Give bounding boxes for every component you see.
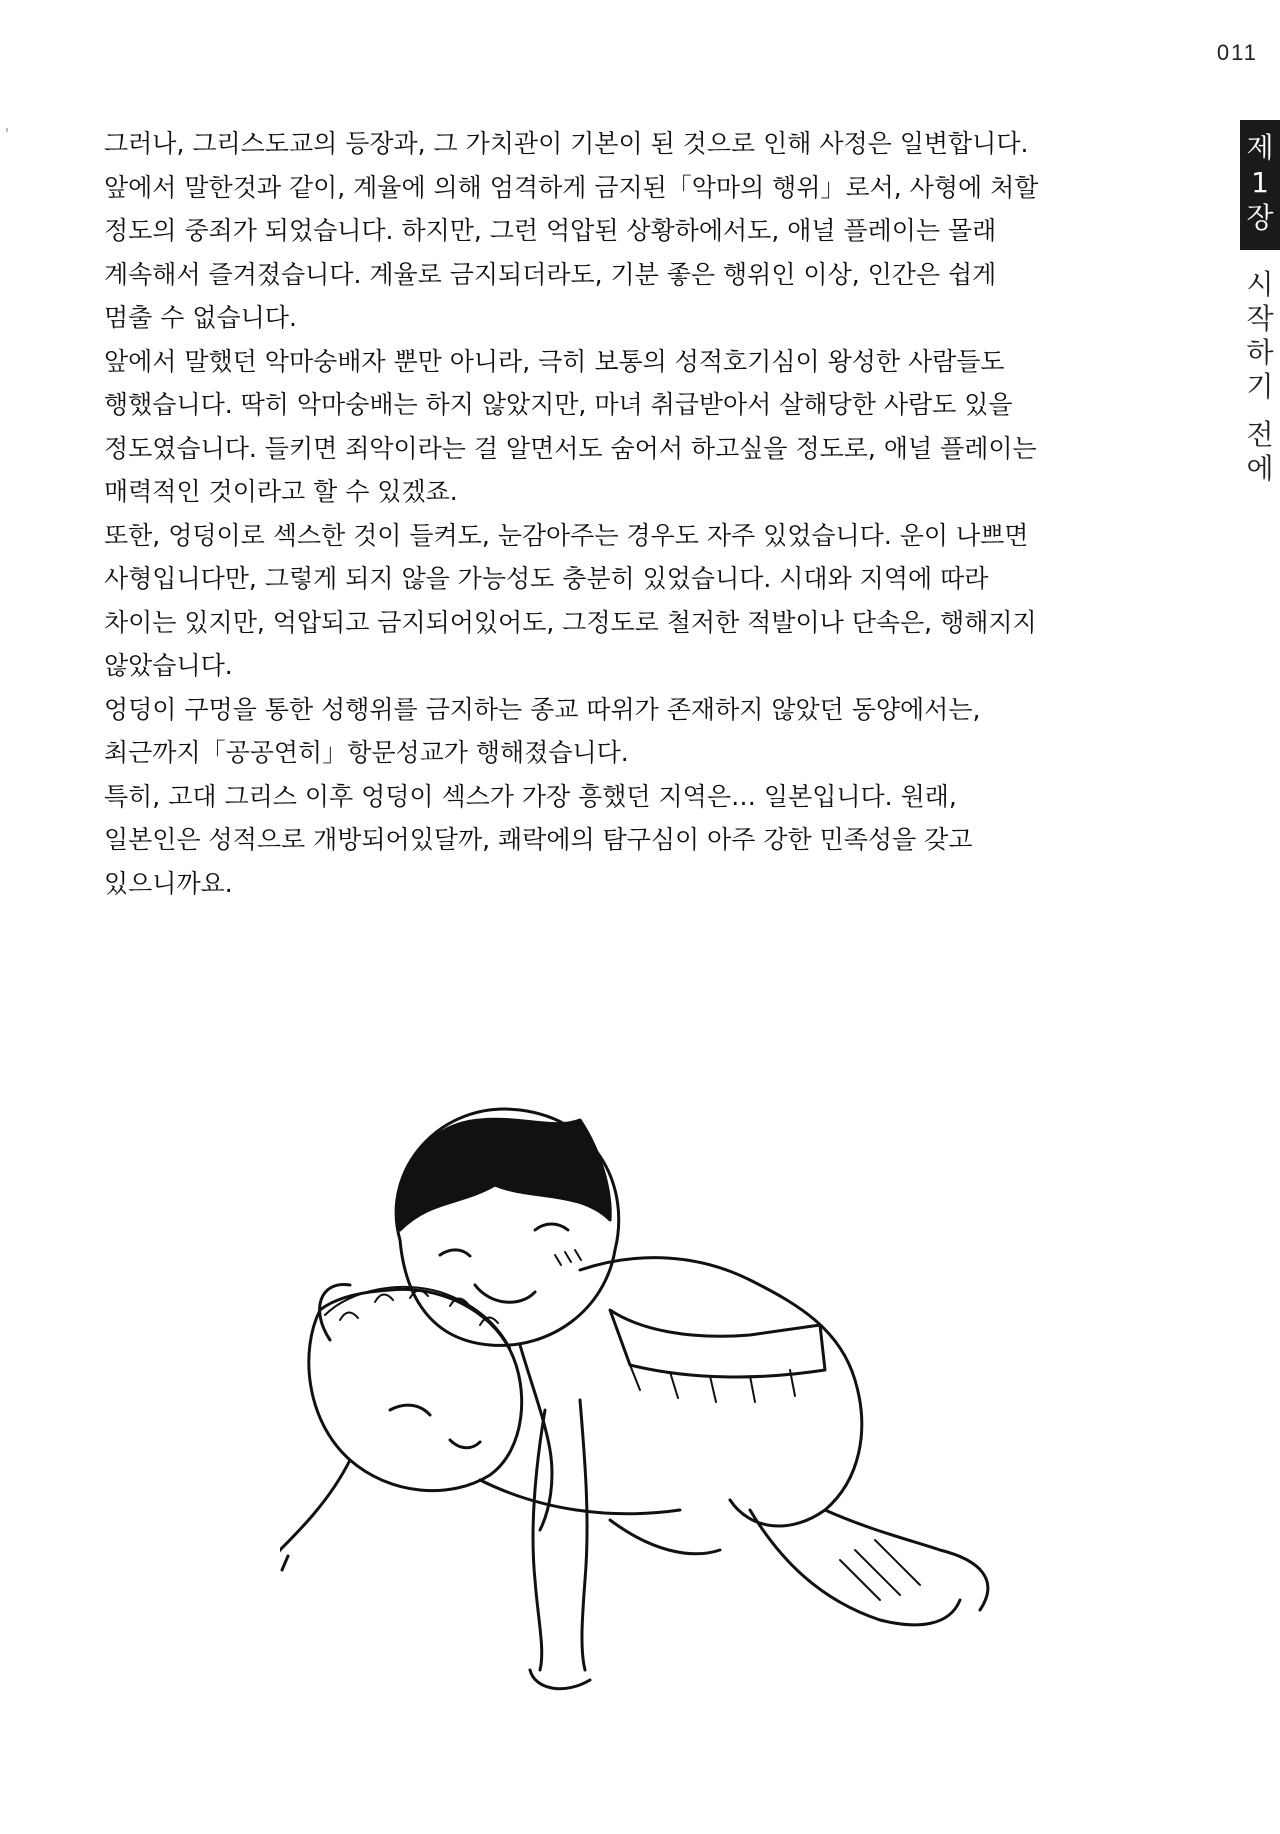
text-line: 않았습니다.	[104, 651, 233, 680]
upper-figure	[396, 1109, 988, 1689]
chapter-title-char: 시	[1246, 268, 1274, 301]
text-line: 계속해서 즐겨졌습니다. 계율로 금지되더라도, 기분 좋은 행위인 이상, 인간은 쉽게	[104, 259, 997, 289]
chapter-tab-char: 제	[1246, 131, 1274, 164]
chapter-title	[1242, 268, 1278, 486]
text-line: 또한, 엉덩이로 섹스한 것이 들켜도, 눈감아주는 경우도 자주 있었습니다. 운이 나쁘면	[104, 520, 1029, 550]
text-line: 정도의 중죄가 되었습니다. 하지만, 그런 억압된 상황하에서도, 애널 플레이는 몰래	[104, 216, 997, 245]
margin-mark	[6, 128, 8, 132]
chapter-tab	[1240, 120, 1280, 250]
page-number: 011	[1216, 40, 1258, 65]
chapter-tab-char: 장	[1246, 201, 1274, 234]
chapter-title-char: 에	[1246, 452, 1274, 485]
body-text	[104, 122, 1184, 905]
text-line: 정도였습니다. 들키면 죄악이라는 걸 알면서도 숨어서 하고싶을 정도로, 애널 플레이는	[104, 433, 1037, 463]
chapter-tab-char: 1	[1251, 166, 1269, 199]
text-line: 앞에서 말한것과 같이, 계율에 의해 엄격하게 금지된「악마의 행위」로서, 사형에 처할	[104, 172, 1039, 202]
illustration	[280, 1080, 1060, 1720]
text-line: 있으니까요.	[104, 868, 233, 898]
chapter-title-char: 기	[1246, 370, 1274, 403]
text-line: 멈출 수 없습니다.	[104, 303, 297, 332]
chapter-title-char: 전	[1246, 418, 1274, 451]
chapter-title-char: 작	[1246, 302, 1274, 335]
text-line: 특히, 고대 그리스 이후 엉덩이 섹스가 가장 흥했던 지역은… 일본입니다. 원래,	[104, 781, 957, 811]
text-line: 사형입니다만, 그렇게 되지 않을 가능성도 충분히 있었습니다. 시대와 지역에 따라	[104, 564, 989, 593]
text-line: 매력적인 것이라고 할 수 있겠죠.	[104, 477, 458, 506]
text-line: 최근까지「공공연히」항문성교가 행해졌습니다.	[104, 738, 629, 767]
text-line: 일본인은 성적으로 개방되어있달까, 쾌락에의 탐구심이 아주 강한 민족성을 갖고	[104, 825, 973, 854]
text-line: 그러나, 그리스도교의 등장과, 그 가치관이 기본이 된 것으로 인해 사정은 일변합니다.	[104, 129, 1029, 158]
chapter-title-char: 하	[1246, 336, 1274, 369]
text-line: 차이는 있지만, 억압되고 금지되어있어도, 그정도로 철저한 적발이나 단속은, 행해지지	[104, 607, 1037, 637]
text-line: 앞에서 말했던 악마숭배자 뿐만 아니라, 극히 보통의 성적호기심이 왕성한 사람들도	[104, 346, 1005, 376]
text-line: 행했습니다. 딱히 악마숭배는 하지 않았지만, 마녀 취급받아서 살해당한 사람도 있을	[104, 390, 1013, 419]
text-line: 엉덩이 구멍을 통한 성행위를 금지하는 종교 따위가 존재하지 않았던 동양에서는,	[104, 694, 981, 724]
